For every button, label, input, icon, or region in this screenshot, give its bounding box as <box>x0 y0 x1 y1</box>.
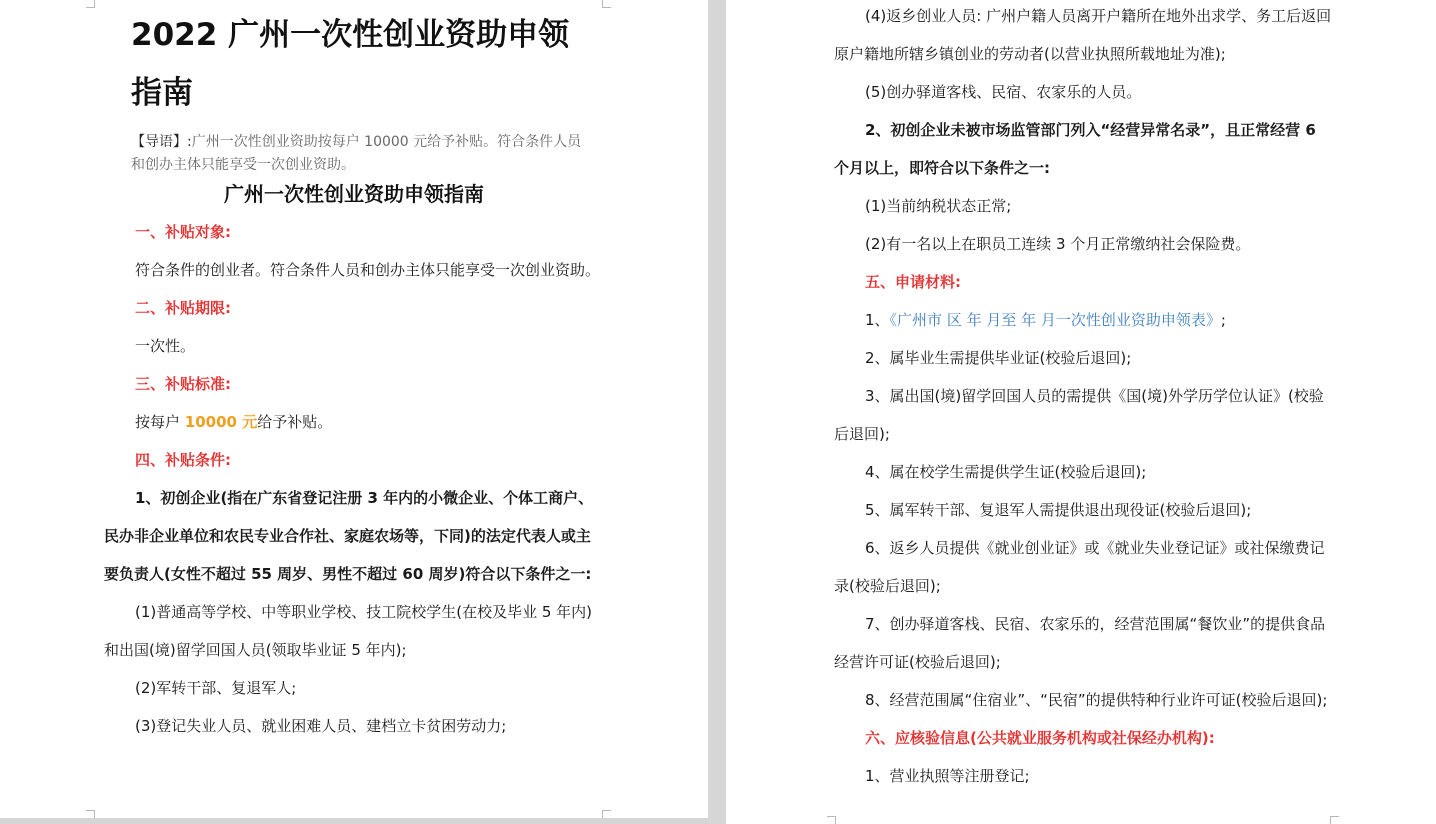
condition-2-item-2: (2)有一名以上在职员工连续 3 个月正常缴纳社会保险费。 <box>865 235 1251 253</box>
crop-mark-bottom-right <box>1330 816 1339 824</box>
material-8: 8、经营范围属“住宿业”、“民宿”的提供特种行业许可证(校验后退回); <box>865 691 1328 709</box>
intro-text: 广州一次性创业资助按每户 10000 元给予补贴。符合条件人员和创办主体只能享受一次创业资助。 <box>131 134 582 173</box>
condition-1-item-3: (3)登记失业人员、就业困难人员、建档立卡贫困劳动力; <box>135 717 507 735</box>
material-1-prefix: 1、 <box>865 311 890 329</box>
condition-1: 1、初创企业(指在广东省登记注册 3 年内的小微企业、个体工商户、民办非企业单位和农民专业合作社、家庭农场等，下同)的法定代表人或主要负责人(女性不超过 55 周岁、男性不超过 60 周岁)符合以下条件之一: <box>104 489 594 583</box>
condition-1-item-4: (4)返乡创业人员: 广州户籍人员离开户籍所在地外出求学、务工后返回原户籍地所辖乡镇创业的劳动者(以营业执照所载地址为准); <box>834 7 1332 63</box>
section-text-2: 一次性。 <box>135 337 196 355</box>
subsidy-amount: 10000 元 <box>184 413 258 431</box>
section-text-1: 符合条件的创业者。符合条件人员和创办主体只能享受一次创业资助。 <box>135 261 601 279</box>
document-page-left <box>0 0 708 818</box>
material-7: 7、创办驿道客栈、民宿、农家乐的，经营范围属“餐饮业”的提供食品经营许可证(校验后退回); <box>834 615 1326 671</box>
material-4: 4、属在校学生需提供学生证(校验后退回); <box>865 463 1147 481</box>
condition-1-item-2: (2)军转干部、复退军人; <box>135 679 297 697</box>
crop-mark-top-right <box>602 0 611 8</box>
section-text-3 <box>104 403 604 441</box>
section-heading-4: 四、补贴条件: <box>135 451 231 469</box>
material-1-suffix: ; <box>1220 311 1226 329</box>
section-heading-3: 三、补贴标准: <box>135 375 231 393</box>
right-page-body <box>834 0 1336 795</box>
document-title: 2022 广州一次性创业资助申领指南 <box>131 17 570 111</box>
condition-2-item-1: (1)当前纳税状态正常; <box>865 197 1012 215</box>
intro-lead: 【导语】: <box>131 134 192 150</box>
crop-mark-bottom-left <box>827 816 836 824</box>
condition-1-item-1: (1)普通高等学校、中等职业学校、技工院校学生(在校及毕业 5 年内)和出国(境)留学回国人员(领取毕业证 5 年内); <box>104 603 593 659</box>
material-3: 3、属出国(境)留学回国人员的需提供《国(境)外学历学位认证》(校验后退回); <box>834 387 1324 443</box>
application-form-link[interactable]: 《广州市 区 年 月至 年 月一次性创业资助申领表》 <box>889 311 1221 329</box>
intro-paragraph <box>131 131 591 177</box>
document-subtitle: 广州一次性创业资助申领指南 <box>224 182 484 206</box>
subsidy-suffix: 给予补贴。 <box>257 413 333 431</box>
condition-1-item-5: (5)创办驿道客栈、民宿、农家乐的人员。 <box>865 83 1142 101</box>
left-page-body <box>104 213 604 745</box>
crop-mark-top-left <box>86 0 95 8</box>
section-heading-6: 六、应核验信息(公共就业服务机构或社保经办机构): <box>865 729 1215 747</box>
material-5: 5、属军转干部、复退军人需提供退出现役证(校验后退回); <box>865 501 1252 519</box>
crop-mark-bottom-left <box>86 810 95 818</box>
material-2: 2、属毕业生需提供毕业证(校验后退回); <box>865 349 1132 367</box>
material-1 <box>834 301 1336 339</box>
crop-mark-bottom-right <box>602 810 611 818</box>
section-heading-2: 二、补贴期限: <box>135 299 231 317</box>
section-heading-1: 一、补贴对象: <box>135 223 231 241</box>
material-6: 6、返乡人员提供《就业创业证》或《就业失业登记证》或社保缴费记录(校验后退回); <box>834 539 1325 595</box>
verify-item-1: 1、营业执照等注册登记; <box>865 767 1030 785</box>
section-heading-5: 五、申请材料: <box>865 273 961 291</box>
subsidy-prefix: 按每户 <box>135 413 185 431</box>
condition-2: 2、初创企业未被市场监管部门列入“经营异常名录”，且正常经营 6 个月以上，即符合以下条件之一: <box>834 121 1316 177</box>
